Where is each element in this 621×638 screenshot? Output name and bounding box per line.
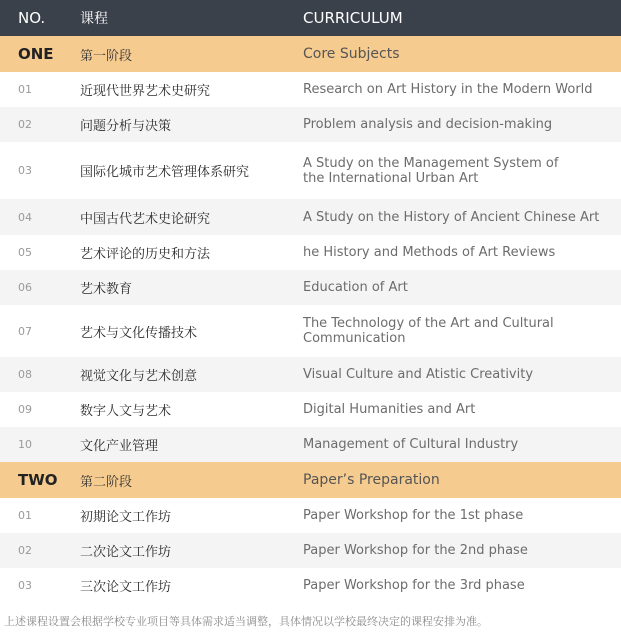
course-en: The Technology of the Art and Cultural Communication (303, 316, 554, 346)
table-row (0, 142, 621, 199)
section-name-en: Core Subjects (303, 46, 400, 62)
course-no: 09 (18, 403, 32, 416)
course-cn: 数字人文与艺术 (80, 404, 172, 419)
course-no: 02 (18, 544, 32, 557)
course-en: Education of Art (303, 280, 408, 295)
course-en: Paper Workshop for the 2nd phase (303, 543, 528, 558)
table-header (0, 0, 621, 36)
course-cn: 近现代世界艺术史研究 (80, 84, 211, 99)
course-cn: 艺术评论的历史和方法 (80, 247, 211, 262)
course-no: 10 (18, 438, 32, 451)
course-cn: 文化产业管理 (80, 439, 159, 454)
header-curriculum: CURRICULUM (303, 9, 403, 27)
course-cn: 初期论文工作坊 (80, 510, 172, 525)
course-no: 03 (18, 579, 32, 592)
course-no: 02 (18, 118, 32, 131)
table-row (0, 270, 621, 305)
course-en: A Study on the History of Ancient Chinese Art (303, 209, 600, 225)
table-row (0, 199, 621, 235)
table-row (0, 72, 621, 107)
course-cn: 艺术与文化传播技术 (80, 325, 198, 341)
course-en: Problem analysis and decision-making (303, 117, 553, 132)
course-en: A Study on the Management System of the International Urban Art (303, 155, 559, 186)
section-row-one (0, 36, 621, 72)
course-cn: 中国古代艺术史论研究 (80, 211, 211, 227)
table-row (0, 392, 621, 427)
course-cn: 艺术教育 (80, 282, 133, 297)
course-no: 03 (18, 164, 32, 177)
table-row (0, 498, 621, 533)
header-course: 课程 (80, 11, 108, 27)
section-row-two (0, 462, 621, 498)
section-name-cn: 第二阶段 (80, 474, 133, 490)
table-row (0, 568, 621, 603)
course-cn: 视觉文化与艺术创意 (80, 369, 198, 384)
table-row (0, 533, 621, 568)
table-row (0, 107, 621, 142)
course-en: Visual Culture and Atistic Creativity (303, 367, 534, 382)
course-en: Paper Workshop for the 1st phase (303, 508, 524, 523)
course-no: 01 (18, 509, 32, 522)
table-row (0, 305, 621, 357)
course-cn: 问题分析与决策 (80, 119, 172, 134)
course-no: 04 (18, 210, 32, 224)
course-no: 08 (18, 368, 32, 381)
header-no: NO. (18, 9, 46, 27)
course-cn: 国际化城市艺术管理体系研究 (80, 165, 250, 180)
section-name-cn: 第一阶段 (80, 48, 133, 64)
table-row (0, 235, 621, 270)
course-en: he History and Methods of Art Reviews (303, 245, 556, 260)
section-label: TWO (18, 471, 58, 489)
table-row (0, 357, 621, 392)
course-en: Management of Cultural Industry (303, 437, 519, 452)
course-no: 05 (18, 246, 32, 259)
course-en: Digital Humanities and Art (303, 402, 476, 417)
course-cn: 二次论文工作坊 (80, 545, 172, 560)
footnote: 上述课程设置会根据学校专业项目等具体需求适当调整，具体情况以学校最终决定的课程安排为准。 (4, 615, 488, 628)
course-no: 01 (18, 83, 32, 96)
table-row (0, 427, 621, 462)
course-no: 07 (18, 324, 32, 338)
course-no: 06 (18, 281, 32, 294)
section-label: ONE (18, 45, 54, 63)
course-cn: 三次论文工作坊 (80, 580, 172, 595)
course-en: Research on Art History in the Modern World (303, 82, 593, 97)
section-name-en: Paper’s Preparation (303, 472, 440, 488)
course-en: Paper Workshop for the 3rd phase (303, 578, 525, 593)
